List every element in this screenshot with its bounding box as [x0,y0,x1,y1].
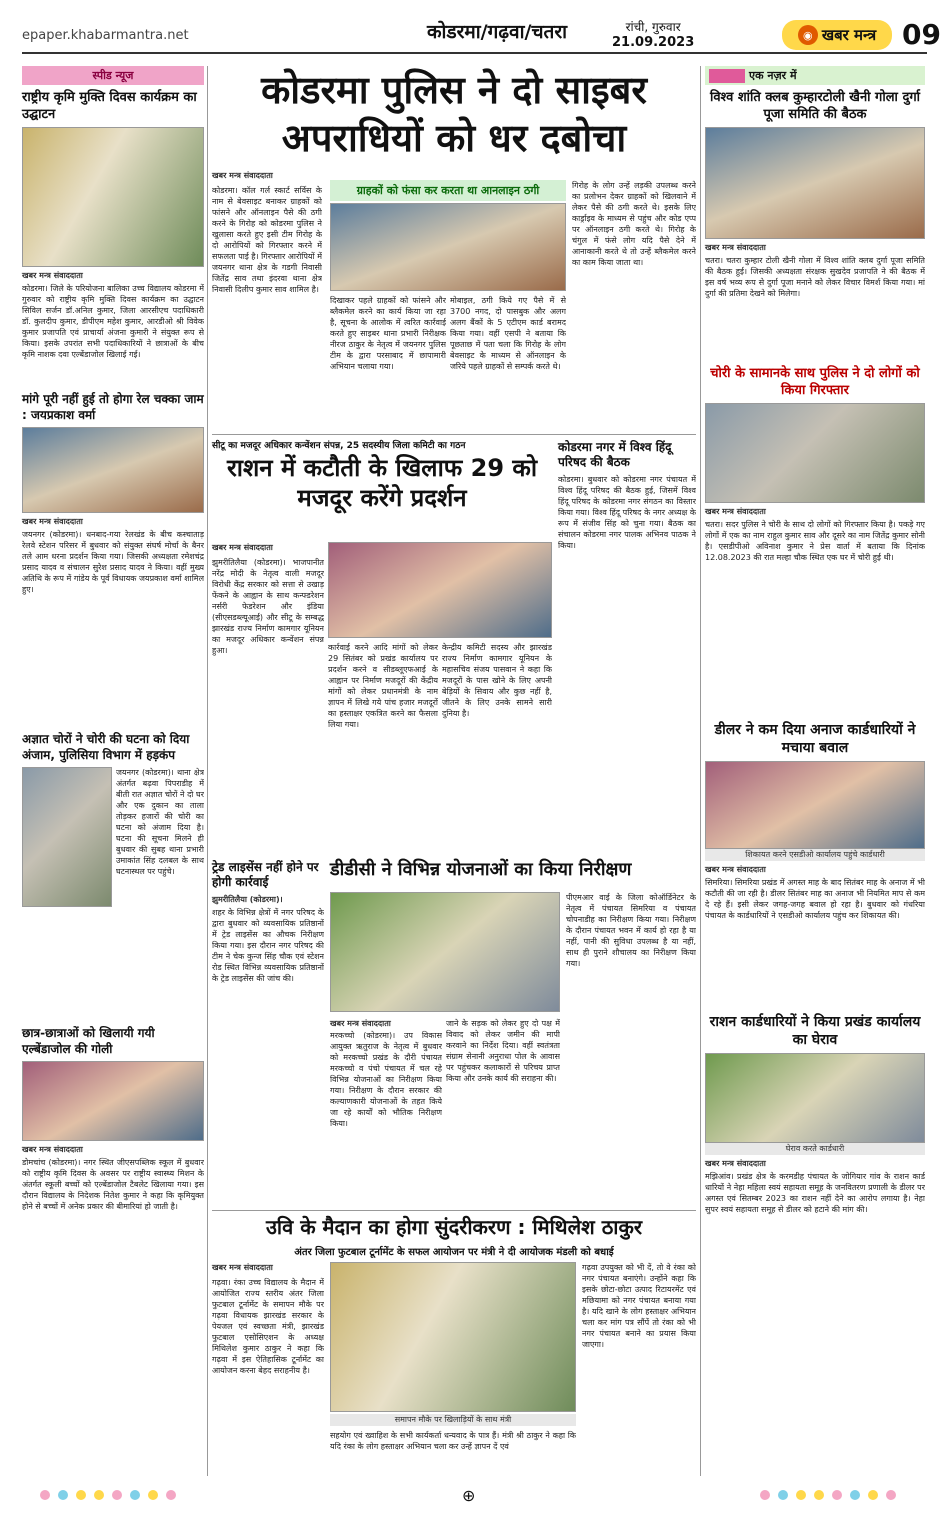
registration-dot [796,1490,806,1500]
registration-dot [76,1490,86,1500]
arrest-photo [705,403,925,503]
byline: खबर मन्त्र संवाददाता [212,171,273,180]
byline: खबर मन्त्र संवाददाता [705,1159,766,1168]
story-body: केन्द्रीय कमिटी सदस्य और झारखंड राज्य निर्माण कामगार यूनियन के महासचिव संजय पासवान ने कहा कि मजदूरों के पास खोने के लिए अपनी बेड़ियों के सिवाय और कुछ नहीं है, जीतने के लिए उनके सामने सारी दुनिया है। [442,643,552,718]
story-body: मझिआंव। प्रखंड क्षेत्र के करमडीह पंचायत के जोगियार गांव के राशन कार्ड धारियों ने नेहा महिला स्वयं सहायता समूह के जनवितरण प्रणाली के डीलर पर अगस्त एवं सितम्बर 2023 का राशन नहीं देने का आरोप लगाया है। नेहा सुपर स्वयं सहायता समूह से डीलर को हटाने की मांग की। [705,1172,925,1214]
section-divider [212,1210,696,1211]
registration-dot [112,1490,122,1500]
print-registration-marks [40,1490,176,1500]
ration-kicker: सीटू का मजदूर अधिकार कन्वेंशन संपन्न, 25 सदस्यीय जिला कमिटी का गठन [212,441,466,451]
section-divider [212,434,696,435]
ddc-story [330,858,696,882]
speed-news-tag: स्पीड न्यूज [22,66,204,85]
story-body-continued [22,909,204,1019]
crosshair-icon: ⊕ [462,1486,476,1505]
story-body: गढ़वा उपयुक्त को भी दें, तो वे रंका को नगर पंचायत बनाएंगे। उन्होंने कहा कि इसके छोटा-छोटा उत्पाद रिटायरमेंट एवं मछियामा को नगर पंचायत बनाया गया है। यदि खाने के लोग हस्ताक्षर अभियान चला कर मांग पत्र सौंपें तो रंका को भी नगर पंचायत बनाने का प्रयास किया जाएगा। [582,1263,696,1349]
byline: खबर मन्त्र संवाददाता [705,507,766,516]
photo-caption: शिकायत करने एसडीओ कार्यालय पहुंचे कार्डधारी [705,849,925,861]
story-body: मोबाइल, ठगी किये गए पैसे में से 3700 नगद, दो पासबुक और अलग अलग बैंकों के 5 एटीएम कार्ड बरामद किया गया। वहीं एसपी ने बताया कि पूछताछ में पता चला कि गिरोह के लोग बेवसाइट के माध्यम से ऑनलाइन के जरिये पहले ग्राहकों से सम्पर्क करते थे। [450,296,566,371]
date-block [612,20,694,50]
protest-photo [22,427,204,513]
ration-col1 [212,542,324,867]
registration-dot [760,1490,770,1500]
story-body: कोडरमा। जिले के परियोजना बालिका उच्च विद्यालय कोडरमा में गुरुवार को राष्ट्रीय कृमि मुक्ति दिवस कार्यक्रम का उद्घाटन सिविल सर्जन डॉ.अनिल कुमार, जिला आरसीएच पदाधिकारी डॉ. कुलदीप कुमार, डीपीएम महेश कुमार, आरडीओ श्री विवेक कुमार प्रजापति एवं प्राचार्या अंजना कुमारी ने संयुक्त रूप से किया। इसके उपरांत सभी पदाधिकारियों ने छात्राओं के बीच कृमि नाशक दवा एल्बेंडाजोल खिलाई गई। [22,284,204,359]
ration-office-headline: राशन कार्डधारियों ने किया प्रखंड कार्यालय का घेराव [709,1014,921,1048]
trade-headline: ट्रेड लाइसेंस नहीं होने पर होगी कार्रवाई [212,860,319,889]
section-tag-icon [709,69,745,83]
story-body: मरकच्चो (कोडरमा)। उप विकास आयुक्त ऋतुराज के नेतृत्व में बुधवार को मरकच्चो प्रखंड के दौरी पंचायत मरकच्चो व पंचो पंचायत में चल रहे विभिन्न योजनाओं का निरीक्षण किया गया। निरीक्षण के दौरान सरकार की कल्याणकारी योजनाओं के तहत किये जा रहे कार्यों को भौतिक निरीक्षण किया। [330,1031,442,1128]
region-title: कोडरमा/गढ़वा/चतरा [426,21,568,43]
registration-dot [148,1490,158,1500]
page-number: 09 [902,18,941,51]
press-conference-photo [330,203,566,291]
trade-story [212,860,324,1247]
print-registration-marks [760,1490,896,1500]
registration-dot [166,1490,176,1500]
club-meeting-photo [705,127,925,239]
lead-photo-block [330,180,566,439]
headline-theft: अज्ञात चोरों ने चोरी की घटना को दिया अंजाम, पुलिसिया विभाग में हड़कंप [22,732,190,762]
registration-dot [94,1490,104,1500]
football-col1 [212,1262,324,1483]
football-headline: उवि के मैदान का होगा सुंदरीकरण : मिथिलेश ठाकुर [265,1215,643,1239]
theft-photo [22,767,112,907]
headline-deworming: राष्ट्रीय कृमि मुक्ति दिवस कार्यक्रम का उद्घाटन [22,90,197,122]
registration-dot [886,1490,896,1500]
deworming-photo [22,127,204,267]
ek-najar-label: एक नज़र में [749,69,797,82]
date: 21.09.2023 [612,35,695,50]
lead-subhead: ग्राहकों को फंसा कर करता था आनलाइन ठगी [330,180,566,201]
byline: खबर मन्त्र संवाददाता [705,243,766,252]
headline-albendazole: छात्र-छात्राओं को खिलायी गयी एल्बेंडाजोल की गोली [22,1026,155,1056]
ration-headline: राशन में कटौती के खिलाफ 29 को मजदूर करेंगे प्रदर्शन [226,454,538,512]
story-body: चतरा। चतरा कुम्हार टोली खैनी गोला में विश्व शांति क्लब दुर्गा पूजा समिति की बैठक हुई। जिसकी अध्यक्षता संरक्षक सुखदेव प्रजापति ने की बैठक में इस वर्ष भव्य रूप से दुर्गा पूजा मनाने को लेकर विचार विमर्श किया गया। मां दुर्गा की प्रतिमा देखने को मिलेगा। [705,256,925,298]
ration-columns [328,642,552,852]
byline: खबर मन्त्र संवाददाता [705,865,766,874]
football-kicker: अंतर जिला फुटबाल टूर्नामेंट के सफल आयोजन पर मंत्री ने दी आयोजक मंडली को बधाई [294,1247,614,1258]
registration-dot [58,1490,68,1500]
story-body: कोडरमा। कॉल गर्ल स्कार्ट सर्विस के नाम से बेवसाइट बनाकर ग्राहकों को फांसने और ऑनलाइन पैसे की ठगी करने के गिरोह को कोडरमा पुलिस ने खुलासा करते हुए इसी टीम गिरोह के दो आरोपियों को गिरफ्तार करने में सफलता पाई है। गिरफ्तार आरोपियों में जयनगर थाना क्षेत्र के गडगी निवासी जितेंद्र साव तथा इंदरवा थाना क्षेत्र निवासी दिलीप कुमार साव शामिल है। [212,186,322,294]
site-url[interactable]: epaper.khabarmantra.net [22,28,189,43]
story-body: झुमरीतिलैया (कोडरमा)। भाजपानीत नरेंद्र मोदी के नेतृत्व वाली मजदूर विरोधी केंद्र सरकार को सत्ता से उखाड़ फेंकने के आह्वान के साथ कन्फ्डरेशन नर्सरी फेडरेशन और इंडिया (सीएसडब्ल्यूआई) और सीटू के सम्बद्ध झारखंड राज्य निर्माण कामगार यूनियन का मजदूर अधिकार कन्वेंशन संपन्न हुआ। [212,558,324,655]
left-column [22,66,204,1476]
story-body: गढ़वा। रंका उच्च विद्यालय के मैदान में आयोजित राज्य स्तरीय अंतर जिला फुटबाल टूर्नामेंट के समापन मौके पर गढ़वा विधायक झारखंड सरकार के पेयजल एवं स्वच्छता मंत्री, झारखंड फुटबाल एसोसिएशन के अध्यक्ष मिथिलेश कुमार ठाकुर ने कहा कि गढ़वा में इस ऐतिहासिक टूर्नामेंट का आयोजन करना बेहद सराहनीय है। [212,1278,324,1375]
lead-byline-block [212,170,322,435]
ration-photo-block [328,542,552,852]
byline: खबर मन्त्र संवाददाता [212,543,273,552]
byline: खबर मन्त्र संवाददाता [212,1263,273,1272]
vhp-story [558,440,696,869]
story-body: जाने के सड़क को लेकर हुए दो पक्ष में विवाद को लेकर जमीन की मापी करवाने का निर्देश दिया। वहीं स्वतंत्रता संग्राम सेनानी अनुराधा पोल के आवास पर पहुंचकर कलाकारों से परिचय प्राप्त किया और उनके कार्य की सराहना की। [446,1019,560,1083]
ek-najar-banner [705,66,925,85]
story-body: कोडरमा। बुधवार को कोडरमा नगर पंचायत में विश्व हिंदू परिषद की बैठक हुई, जिसमें विश्व हिंदू परिषद के कोडरमा नगर संगठन का विस्तार किया गया। विश्व हिंदू परिषद के नगर अध्यक्ष के रूप में संजीव सिंह को चुना गया। बैठक का संचालन कोडरमा नगर पालक अभिनव पाठक ने किया। [558,475,696,550]
column-divider [207,66,208,1476]
byline: झुमरीतिलैया (कोडरमा)। [212,895,283,904]
registration-dot [832,1490,842,1500]
brand-name: खबर मन्त्र [821,26,877,44]
right-column [705,66,925,1331]
byline: खबर मन्त्र संवाददाता [330,1019,391,1028]
brand-emblem-icon: ◉ [798,25,818,45]
lead-columns [330,295,566,439]
story-body: पीएमआर वाई के जिला कोऑर्डिनेटर के नेतृत्व में पंचायत सिमरिया व पंचायत चोपनाडीह का निरीक्षण किया गया। निरीक्षण के दौरान पंचायत भवन में कार्य हो रहा है या नहीं, पानी की सुविधा उपलब्ध है या नहीं, साथ ही पुराने शौचालय का निरीक्षण किया गया। [566,893,696,968]
registration-dot [850,1490,860,1500]
byline: खबर मन्त्र संवाददाता [22,517,83,526]
story-body: जयनगर (कोडरमा)। थाना क्षेत्र अंतर्गत बढ़वा पिपराडीह में बीती रात अज्ञात चोरों ने दो घर और एक दुकान का ताला तोड़कर हजारों की चोरी का घटना को अंजाम दिया है। घटना की सूचना मिलने ही बुधवार की सुबह थाना प्रभारी उमाकांत सिंह दलबल के साथ घटनास्थल पर पहुंचे। [116,768,204,876]
pds-headline: डीलर ने कम दिया अनाज कार्डधारियों ने मचाया बवाल [714,722,916,756]
story-body: शहर के विभिन्न क्षेत्रों में नगर परिषद के द्वारा बुधवार को व्यवसायिक प्रतिष्ठानों में ट्रेड लाइसेंस का औचक निरीक्षण किया गया। इस दौरान नगर परिषद की टीम ने चेक कुन्ज सिंह चौक एवं स्टेशन रोड स्थित विभिन्न व्यवसायिक प्रतिष्ठानों के ट्रेड लाइसेंस की जांच की। [212,908,324,983]
registration-dot [814,1490,824,1500]
registration-dot [868,1490,878,1500]
gherao-photo [705,1053,925,1143]
registration-dot [40,1490,50,1500]
lead-headline: कोडरमा पुलिस ने दो साइबर अपराधियों को धर दबोचा [261,68,647,160]
school-photo [22,1061,204,1141]
convention-photo [328,542,552,638]
story-body: गिरोह के लोग उन्हें लड़की उपलब्ध करने का प्रलोभन देकर ग्राहकों को खिलवाने में लेकर पैसे की ठगी करते थे। इसके लिए कार्ड्राइव के माध्यम से पहुंच और कोड एप्प पर ऑनलाइन ठगी करते थे। गिरोह के चंगुल में फंसे लोग यदि पैसे देने में आनाकानी करते थे तो उन्हें ब्लैकमेल करने का काम किया जाता था। [572,181,696,267]
pds-protest-photo [705,761,925,849]
column-divider [700,66,701,1476]
football-team-photo [330,1262,576,1412]
ration-story [212,438,552,513]
registration-dot [778,1490,788,1500]
photo-caption: समापन मौके पर खिलाड़ियों के साथ मंत्री [330,1414,576,1426]
story-body: चतरा। सदर पुलिस ने चोरी के साथ दो लोगों को गिरफ्तार किया है। पकड़े गए लोगों में एक का नाम राहुल कुमार साव और दूसरे का नाम जितेंद्र कुमार सोनी है। एसडीपीओ अविनाश कुमार ने प्रेस वार्ता में बताया कि दिनांक 12.08.2023 की रात मल्हा चौक स्थित एक घर में चोरी हुई थी। [705,520,925,562]
vhp-headline: कोडरमा नगर में विश्व हिंदू परिषद की बैठक [558,440,672,469]
registration-dot [130,1490,140,1500]
headline-rail-blockade: मांगे पूरी नहीं हुई तो होगा रेल चक्का जाम : जयप्रकाश वर्मा [22,392,204,422]
story-body: डोमचांच (कोडरमा)। नगर स्थित जीएसपब्लिक स्कूल में बुधवार को राष्ट्रीय कृमि दिवस के अवसर पर राष्ट्रीय स्वास्थ्य मिशन के अंतर्गत स्कूली बच्चों को एल्बेंडाजोल टैबलेट खिलाया गया। इस दौरान विद्यालय के निदेशक नितेश कुमार ने कहा कि कृमियुक्त होने से बच्चों में अनेक प्रकार की बीमारियां हो जाती है। [22,1158,204,1211]
brand-logo [782,20,892,50]
theft-arrest-headline: चोरी के सामानके साथ पुलिस ने दो लोगों को किया गिरफ्तार [710,366,920,398]
photo-caption: घेराव करते कार्डधारी [705,1143,925,1155]
story-body: जयनगर (कोडरमा)। धनबाद-गया रेलखंड के बीच कस्चाताड़ रेलवे स्टेशन परिसर में बुधवार को संयुक्त संघर्ष मोर्चा के बैनर तले आम धरना प्रदर्शन किया गया। जिसकी अध्यक्षता रमेशचंद्र प्रसाद यादव व संचालन सुरेश प्रसाद यादव ने किया। वहीं मुख्य अतिथि के रूप में गांडेय के पूर्व विधायक जयप्रकाश वर्मा शामिल हुए। [22,530,204,594]
story-body: कार्रवाई करने आदि मांगों को लेकर 29 सितंबर को प्रखंड कार्यालय पर प्रदर्शन करने व सीडब्लूएफआई के आह्वान पर निर्माण मजदूरों की केंद्रीय मांगों को लेकर प्रधानमंत्री के नाम ज्ञापन में लिखे गये पांच हजार मजदूरों का हस्ताक्षर एकत्रित करने का फैसला लिया गया। [328,643,438,729]
story-body: सहयोग एवं ख्वाहिश के सभी कार्यकर्ता धन्यवाद के पात्र हैं। मंत्री श्री ठाकुर ने कहा कि यदि रंका के लोग हस्ताक्षर अभियान चला कर उन्हें ज्ञापन दें एवं [330,1431,576,1451]
city-day: रांची, गुरुवार [625,20,681,34]
ddc-inspection-photo [330,892,560,1012]
story-body: सिमरिया। सिमरिया प्रखंड में अगस्त माह के बाद सितंबर माह के अनाज में भी कटौती की जा रही है। डीलर सितंबर माह का अनाज भी नियमित माप से कम दे रहे हैं। इसी लेकर जगह-जगह बवाल हो रहा है। बुधवार को गंधरिया पंचायत के कार्डधारियों ने एसडीओ कार्यालय पहुंच कर शिकायत की। [705,878,925,920]
club-headline: विश्व शांति क्लब कुम्हारटोली खैनी गोला दुर्गा पूजा समिति की बैठक [709,90,921,122]
byline: खबर मन्त्र संवाददाता [22,1145,83,1154]
byline: खबर मन्त्र संवाददाता [22,271,83,280]
edition-region [382,18,612,44]
theft-story [22,767,204,907]
masthead [22,18,941,54]
story-body: दिखाकर पहले ग्राहकों को फांसने और ब्लैकमेल करने का कार्य किया जा रहा है, सूचना के आलोक में त्वरित कार्रवाई करते हुए साइबर थाना प्रभारी निरीक्षक नीरज ठाकुर के नेतृत्व में जयनगर पुलिस टीम के द्वारा परसाबाद में छापामारी अभियान चलाया गया। [330,296,446,371]
ddc-headline: डीडीसी ने विभिन्न योजनाओं का किया निरीक्षण [330,859,632,880]
